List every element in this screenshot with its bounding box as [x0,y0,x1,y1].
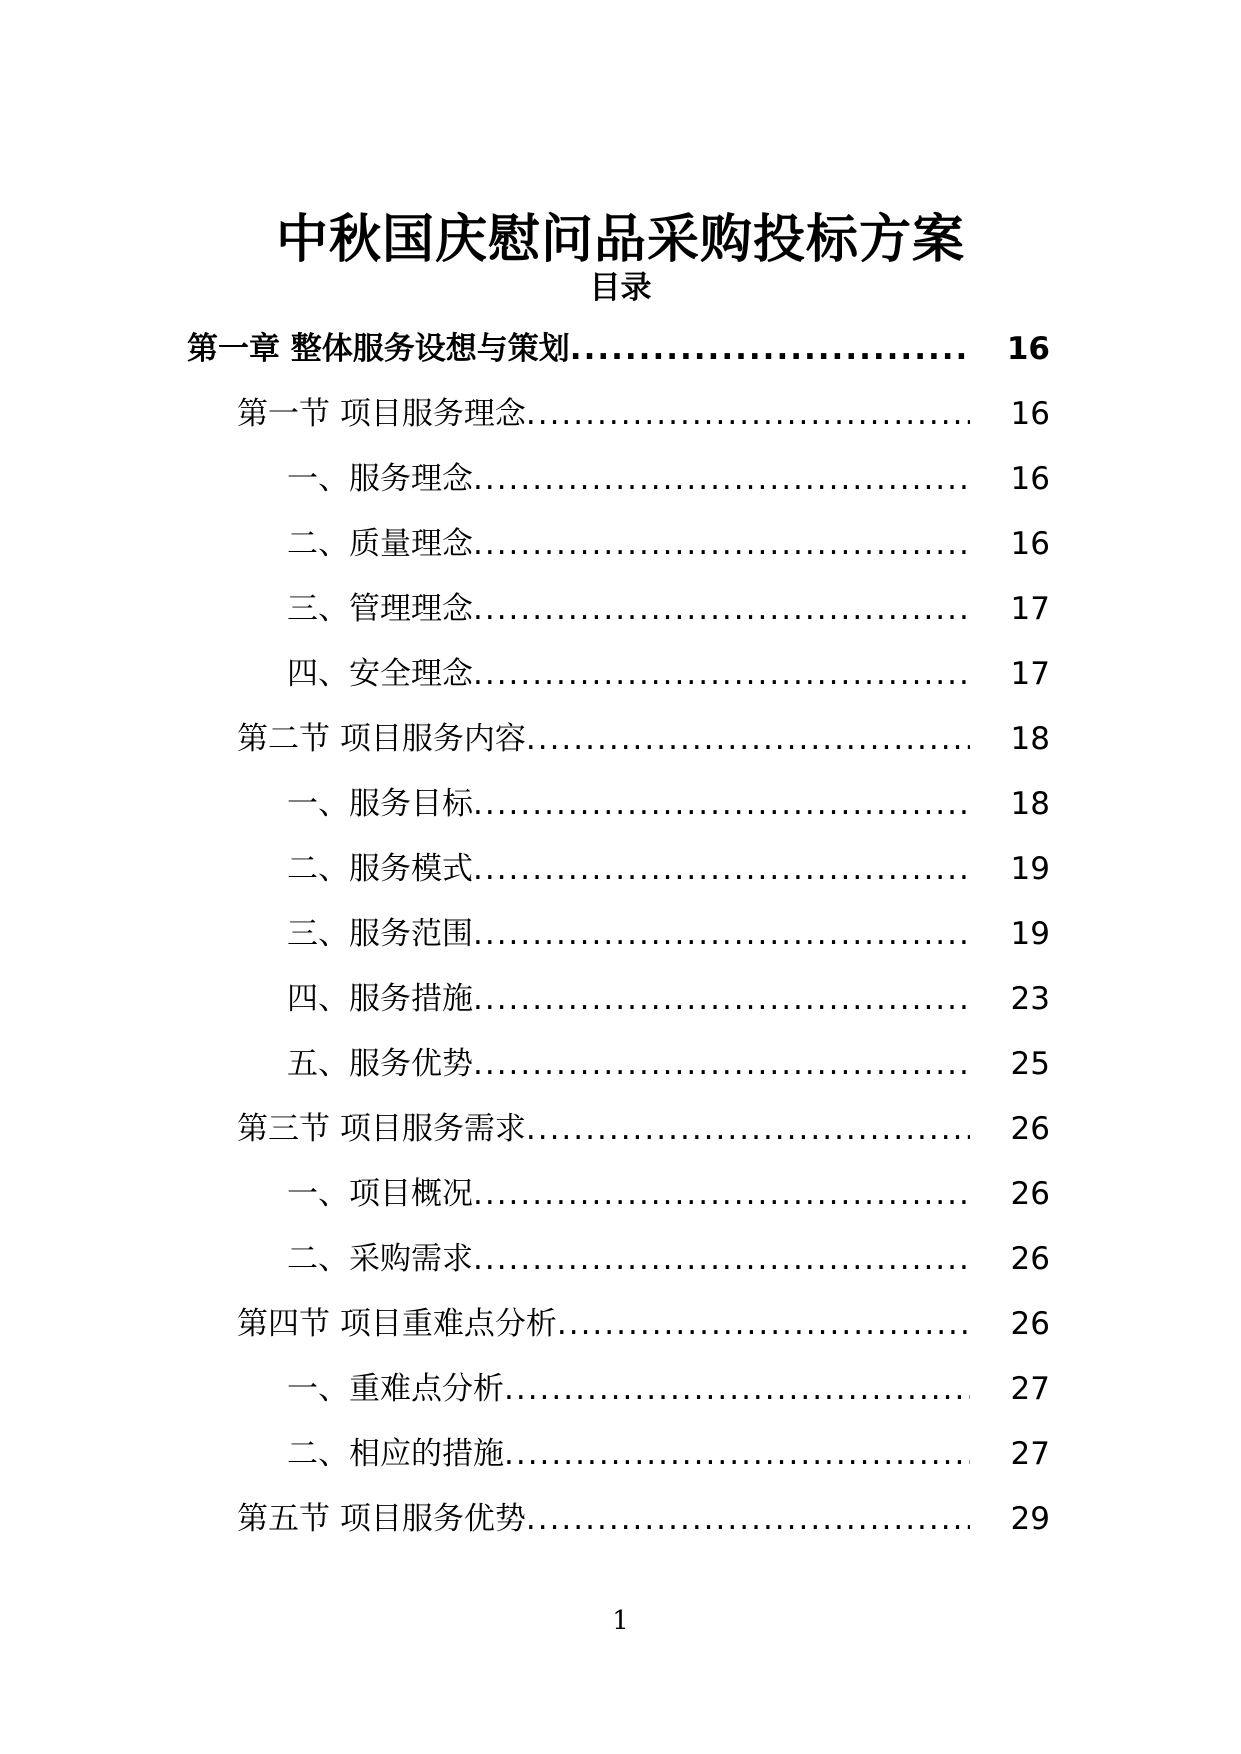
toc-entry[interactable] [0,587,1241,652]
toc-entry-label: 第二节 项目服务内容 [237,721,526,757]
toc-entry-label: 二、采购需求 [287,1241,473,1277]
toc-entry-page: 27 [1010,1371,1050,1407]
toc-dot-leader [473,457,970,501]
toc-entry-label: 五、服务优势 [287,1046,473,1082]
toc-dot-leader [570,327,970,371]
toc-entry[interactable] [0,782,1241,847]
toc-entry[interactable] [0,1497,1241,1562]
toc-dot-leader [473,1237,970,1281]
toc-entry-label: 四、安全理念 [287,656,473,692]
toc-entry-page: 16 [1006,331,1050,367]
toc-entry[interactable] [0,457,1241,522]
toc-entry[interactable] [0,1237,1241,1302]
toc-entry[interactable] [0,1042,1241,1107]
toc-entry-page: 26 [1010,1111,1050,1147]
toc-entry-label: 一、服务理念 [287,461,473,497]
toc-entry[interactable] [0,392,1241,457]
toc-dot-leader [473,912,970,956]
toc-dot-leader [504,1432,970,1476]
toc-entry-page: 17 [1010,591,1050,627]
toc-entry-label: 二、相应的措施 [287,1436,504,1472]
toc-entry[interactable] [0,1432,1241,1497]
toc-dot-leader [526,392,970,436]
table-of-contents [0,327,1241,1562]
toc-entry-page: 23 [1010,981,1050,1017]
toc-entry[interactable] [0,847,1241,912]
toc-entry-page: 16 [1010,396,1050,432]
toc-dot-leader [473,847,970,891]
toc-heading: 目录 [589,270,652,306]
toc-dot-leader [473,977,970,1021]
toc-entry-label: 一、服务目标 [287,786,473,822]
toc-entry-label: 一、重难点分析 [287,1371,504,1407]
toc-entry-page: 16 [1010,526,1050,562]
document-title: 中秋国庆慰问品采购投标方案 [275,209,965,270]
toc-entry-page: 25 [1010,1046,1050,1082]
toc-dot-leader [473,522,970,566]
toc-dot-leader [473,782,970,826]
toc-entry-label: 第三节 项目服务需求 [237,1111,526,1147]
toc-entry[interactable] [0,1172,1241,1237]
toc-entry-label: 二、质量理念 [287,526,473,562]
toc-dot-leader [557,1302,970,1346]
toc-entry-page: 17 [1010,656,1050,692]
toc-dot-leader [473,652,970,696]
toc-dot-leader [526,1107,970,1151]
toc-entry-page: 29 [1010,1501,1050,1537]
toc-entry-label: 第四节 项目重难点分析 [237,1306,557,1342]
toc-entry-page: 16 [1010,461,1050,497]
toc-entry[interactable] [0,327,1241,392]
page-number: 1 [612,1606,629,1636]
toc-entry[interactable] [0,1367,1241,1432]
toc-entry-page: 27 [1010,1436,1050,1472]
toc-entry-page: 26 [1010,1306,1050,1342]
toc-entry-page: 18 [1010,721,1050,757]
toc-entry-page: 19 [1010,916,1050,952]
toc-entry-label: 第五节 项目服务优势 [237,1501,526,1537]
toc-entry[interactable] [0,717,1241,782]
toc-entry-page: 26 [1010,1241,1050,1277]
toc-dot-leader [504,1367,970,1411]
toc-entry[interactable] [0,522,1241,587]
toc-entry[interactable] [0,977,1241,1042]
toc-entry[interactable] [0,652,1241,717]
toc-entry[interactable] [0,1302,1241,1367]
toc-entry-label: 一、项目概况 [287,1176,473,1212]
toc-entry-label: 第一节 项目服务理念 [237,396,526,432]
toc-entry-label: 三、服务范围 [287,916,473,952]
toc-entry-label: 第一章 整体服务设想与策划 [187,331,570,367]
toc-entry[interactable] [0,912,1241,977]
toc-entry-label: 二、服务模式 [287,851,473,887]
toc-entry-label: 三、管理理念 [287,591,473,627]
toc-entry[interactable] [0,1107,1241,1172]
toc-dot-leader [473,1042,970,1086]
toc-dot-leader [526,717,970,761]
toc-dot-leader [526,1497,970,1541]
toc-dot-leader [473,1172,970,1216]
toc-entry-page: 19 [1010,851,1050,887]
toc-dot-leader [473,587,970,631]
toc-entry-page: 26 [1010,1176,1050,1212]
toc-entry-label: 四、服务措施 [287,981,473,1017]
toc-entry-page: 18 [1010,786,1050,822]
